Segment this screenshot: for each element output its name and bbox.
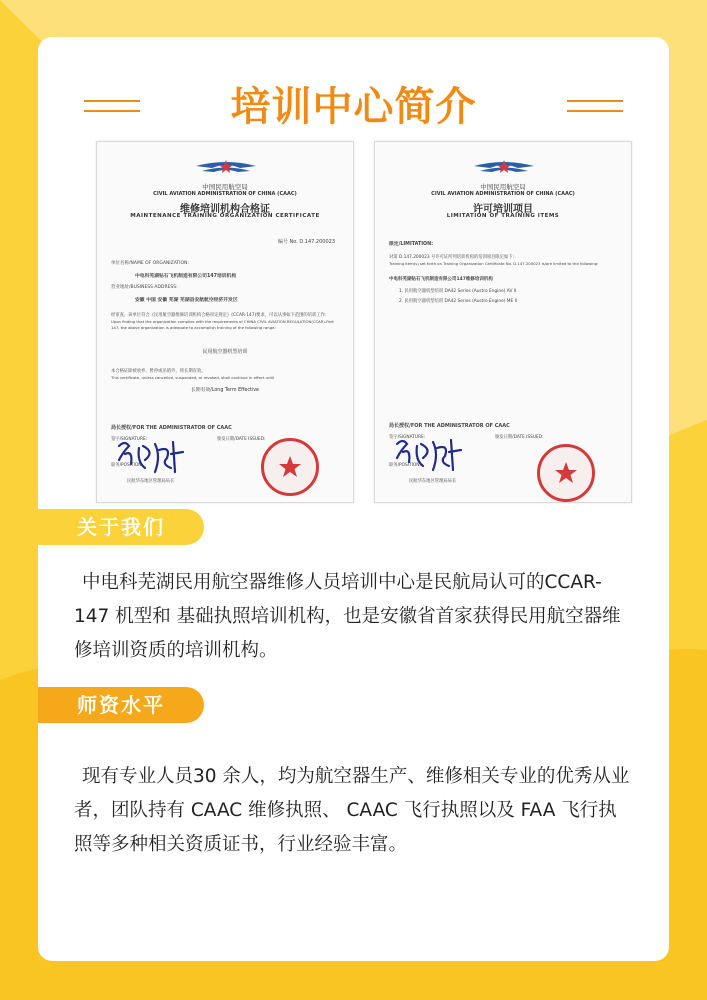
official-seal — [261, 438, 319, 496]
cert-body: 经审查，该单位符合《民用航空器维修培训机构合格审定规定》(CCAR-147)要求，可以从事如下范围的培训工作: — [111, 313, 327, 318]
cert-position-label: 职务/POSITION: — [389, 463, 421, 468]
cert-org-line: 中电科芜湖钻石飞机制造有限公司147维修培训机构 — [389, 277, 493, 282]
cert-position-label: 职务/POSITION: — [111, 463, 143, 468]
cert-name-label: 单位名称/NAME OF ORGANIZATION: — [111, 261, 189, 266]
cert-date-label: 颁发日期/DATE ISSUED: — [217, 437, 266, 442]
cert-position-value: 民航华东地区管理局局长 — [127, 479, 175, 484]
cert-name-value: 中电科芜湖钻石飞机制造有限公司147培训机构 — [135, 274, 237, 279]
cert-scope: 民用航空器机型培训 — [202, 349, 248, 355]
caac-logo-icon — [472, 156, 536, 182]
seal-star-icon — [554, 461, 578, 485]
cert-validity-en: This certificate, unless cancelled, suspended, or revoked, shall continue in effect until — [111, 375, 275, 380]
section-badge-about: 关于我们 — [38, 509, 204, 545]
cert-validity: 长期有效/Long Term Effective — [190, 388, 260, 393]
cert-item-1: 1. 民用航空器机型培训 DA42 Series (Austro Engine) AV II — [399, 289, 517, 294]
cert-title-en: MAINTENANCE TRAINING ORGANIZATION CERTIFICATE — [130, 213, 320, 219]
cert-org-cn: 中国民用航空局 — [202, 183, 248, 191]
cert-signature — [115, 438, 187, 478]
certificate-training-items — [374, 141, 632, 503]
cert-body-en: Upon finding that the organization complies with the requirements of CHINA CIVIL AVIATION REGULATION(CCAR)-Part 147, the above organization is adequate to accomplish training of the following range: — [111, 319, 334, 330]
cert-signature — [393, 436, 465, 476]
caac-logo-icon — [194, 156, 258, 182]
cert-date-label: 颁发日期/DATE ISSUED: — [495, 435, 544, 440]
cert-org-en: CIVIL AVIATION ADMINISTRATION OF CHINA (CAAC) — [431, 191, 575, 197]
cert-validity-note: 本合格证除被放弃、暂停或吊销外，将长期有效。 — [111, 369, 206, 374]
cert-title-cn: 许可培训项目 — [473, 204, 533, 215]
title-row — [38, 77, 669, 137]
cert-address-label: 营业地址/BUSINESS ADDRESS: — [111, 285, 178, 290]
section-text-about: 中电科芜湖民用航空器维修人员培训中心是民航局认可的CCAR-147 机型和 基础执照培训机构，也是安徽省首家获得民用航空器维修培训资质的培训机构。 — [74, 572, 621, 661]
cert-authority: 局长授权/FOR THE ADMINISTRATOR OF CAAC — [111, 425, 232, 431]
section-text-faculty: 现有专业人员30 余人，均为航空器生产、维修相关专业的优秀从业者，团队持有 CAAC 维修执照、 CAAC 飞行执照以及 FAA 飞行执照等多种相关资质证书，行业经验丰富。 — [74, 766, 630, 855]
cert-address-value: 安徽 中国 安徽 芜湖 芜湖县安航航空经济开发区 — [135, 298, 238, 303]
cert-signature-label: 签字/SIGNATURE: — [111, 437, 148, 442]
official-seal — [537, 444, 595, 502]
cert-org-cn: 中国民用航空局 — [480, 183, 526, 191]
cert-position-value: 民航华东地区管理局局长 — [409, 479, 457, 484]
cert-title-en: LIMITATION OF TRAINING ITEMS — [446, 213, 560, 219]
certificate-maintenance-training — [96, 141, 354, 503]
section-badge-faculty: 师资水平 — [38, 687, 204, 723]
cert-signature-label: 签字/SIGNATURE: — [389, 435, 426, 440]
cert-limit-label: 限定/LIMITATION: — [389, 242, 434, 247]
cert-org-en: CIVIL AVIATION ADMINISTRATION OF CHINA (CAAC) — [153, 191, 297, 197]
cert-number: 编号 No. D.147.200023 — [277, 239, 335, 245]
cert-authority: 局长授权/FOR THE ADMINISTRATOR OF CAAC — [389, 423, 510, 429]
seal-star-icon — [278, 455, 302, 479]
certificate-images — [96, 141, 632, 541]
cert-item-2: 2. 民用航空器机型培训 DA42 Series (Austro Engine) ME II — [399, 299, 518, 304]
cert-limit-en: Training item(s) set forth on Training Organization Certificate No. D.147.200023 is/are limited to the following: — [389, 261, 599, 266]
cert-title-cn: 维修培训机构合格证 — [180, 204, 270, 215]
cert-limit-text: 对第 D.147.200023 号许可证所列培训机构的培训项目限定如下: — [389, 255, 515, 260]
page-title: 培训中心简介 — [230, 84, 477, 130]
